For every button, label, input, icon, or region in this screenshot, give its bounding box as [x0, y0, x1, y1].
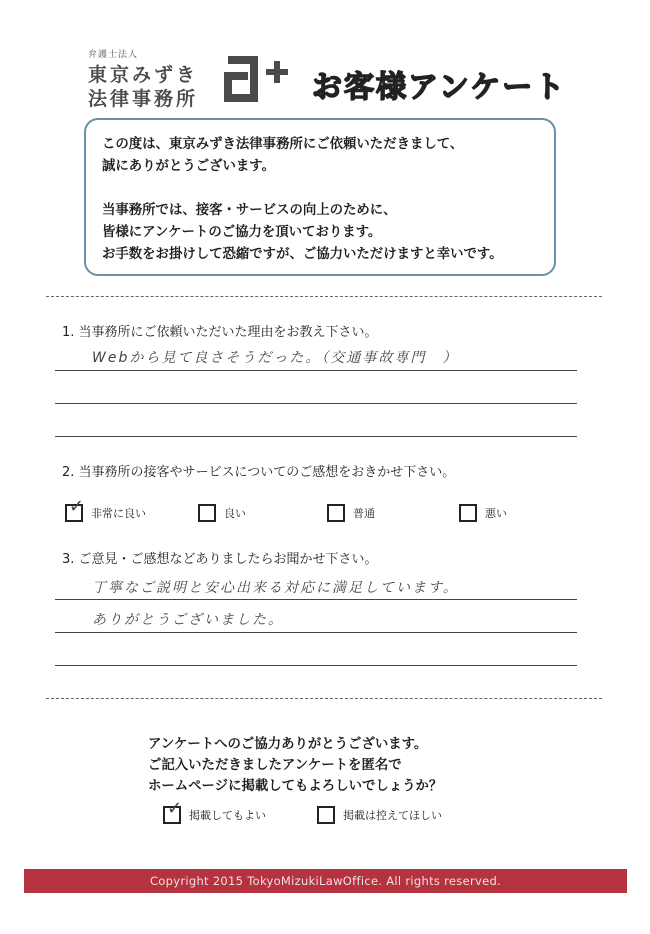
answer-line [55, 599, 577, 600]
intro-line: この度は、東京みずき法律事務所にご依頼いただきまして、 [102, 137, 464, 152]
answer-line [55, 403, 577, 404]
intro-spacer [102, 178, 538, 200]
option-good[interactable] [198, 504, 246, 522]
intro-message-box [84, 118, 556, 276]
firm-name-line2: 法律事務所 [88, 88, 199, 110]
question-3-answer-line1: 丁寧なご説明と安心出来る対応に満足しています。 [92, 580, 459, 596]
option-label: 普通 [353, 507, 375, 520]
question-3-title: 3. ご意見・ご感想などありましたらお聞かせ下さい。 [62, 552, 378, 567]
question-3-answer-line2: ありがとうございました。 [92, 612, 284, 628]
question-2-title: 2. 当事務所の接客やサービスについてのご感想をおきかせ下さい。 [62, 465, 456, 480]
intro-line: 皆様にアンケートのご協力を頂いております。 [102, 225, 382, 240]
option-label: 掲載は控えてほしい [343, 809, 442, 822]
outro-line: ホームページに掲載してもよろしいでしょうか？ [148, 779, 443, 794]
checkbox[interactable] [459, 504, 477, 522]
option-average[interactable] [327, 504, 375, 522]
checkbox[interactable] [65, 496, 85, 522]
firm-name-line1: 東京みずき [88, 64, 199, 86]
answer-line [55, 632, 577, 633]
a-plus-logo-icon [222, 52, 292, 102]
intro-line: 誠にありがとうございます。 [102, 159, 276, 174]
section-divider [46, 296, 602, 297]
page-title: お客様アンケート [312, 70, 567, 105]
copyright-text: Copyright 2015 TokyoMizukiLawOffice. All rights reserved. [149, 874, 502, 888]
option-label: 良い [224, 507, 246, 520]
outro-line: アンケートへのご協力ありがとうございます。 [148, 737, 428, 752]
answer-line [55, 370, 577, 371]
question-1-title: 1. 当事務所にご依頼いただいた理由をお教え下さい。 [62, 325, 378, 340]
checkbox[interactable] [317, 806, 335, 824]
checkbox[interactable] [198, 504, 216, 522]
check-mark-icon: ✓ [167, 798, 183, 819]
check-mark-icon: ✓ [69, 496, 85, 517]
outro-line: ご記入いただきましたアンケートを匿名で [148, 758, 402, 773]
answer-line [55, 665, 577, 666]
option-label: 悪い [485, 507, 507, 520]
checkbox[interactable] [327, 504, 345, 522]
question-1-answer: Webから見て良さそうだった。（交通事故専門 ） [92, 350, 459, 366]
option-publish-decline[interactable] [317, 806, 442, 824]
option-very-good[interactable] [65, 496, 146, 522]
option-label: 掲載してもよい [189, 809, 266, 822]
intro-line: お手数をお掛けして恐縮ですが、ご協力いただけますと幸いです。 [102, 247, 503, 262]
footer-bar [24, 869, 627, 893]
answer-line [55, 436, 577, 437]
firm-type-label: 弁護士法人 [88, 50, 139, 60]
option-label: 非常に良い [91, 507, 146, 520]
option-bad[interactable] [459, 504, 507, 522]
intro-line: 当事務所では、接客・サービスの向上のために、 [102, 203, 397, 218]
checkbox[interactable] [163, 798, 183, 824]
section-divider [46, 698, 602, 699]
option-publish-ok[interactable] [163, 798, 266, 824]
